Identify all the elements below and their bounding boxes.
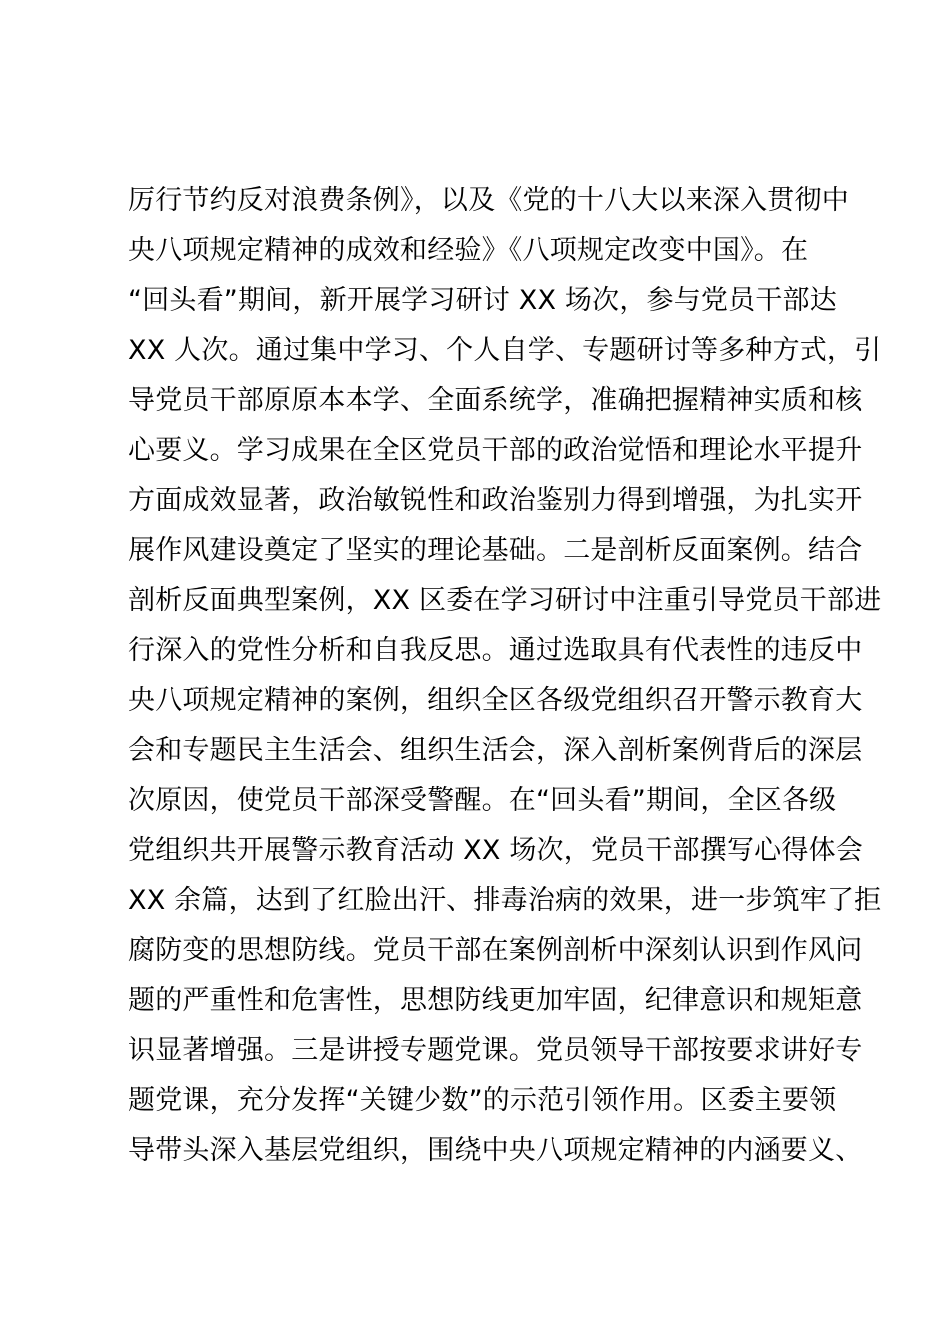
text-line-20: 导带头深入基层党组织，围绕中央八项规定精神的内涵要义、 — [128, 1135, 863, 1166]
text-line-6: 心要义。学习成果在全区党员干部的政治觉悟和理论水平提升 — [128, 435, 863, 466]
text-line-8: 展作风建设奠定了坚实的理论基础。二是剖析反面案例。结合 — [128, 535, 863, 566]
text-line-16: 腐防变的思想防线。党员干部在案例剖析中深刻认识到作风问 — [128, 935, 863, 966]
body-text — [128, 176, 882, 1176]
text-line-10: 行深入的党性分析和自我反思。通过选取具有代表性的违反中 — [128, 635, 863, 666]
text-line-11: 央八项规定精神的案例，组织全区各级党组织召开警示教育大 — [128, 685, 863, 716]
text-line-9: 剖析反面典型案例，XX 区委在学习研讨中注重引导党员干部进 — [128, 585, 882, 616]
text-line-5: 导党员干部原原本本学、全面系统学，准确把握精神实质和核 — [128, 385, 863, 416]
text-line-12: 会和专题民主生活会、组织生活会，深入剖析案例背后的深层 — [128, 735, 863, 766]
text-line-2: 央八项规定精神的成效和经验》《八项规定改变中国》。在 — [128, 235, 809, 266]
text-line-4: XX 人次。通过集中学习、个人自学、专题研讨等多种方式，引 — [128, 335, 882, 366]
text-line-15: XX 余篇，达到了红脸出汗、排毒治病的效果，进一步筑牢了拒 — [128, 885, 882, 916]
text-line-17: 题的严重性和危害性，思想防线更加牢固，纪律意识和规矩意 — [128, 985, 863, 1016]
text-line-18: 识显著增强。三是讲授专题党课。党员领导干部按要求讲好专 — [128, 1035, 863, 1066]
text-line-13: 次原因，使党员干部深受警醒。在“回头看”期间，全区各级 — [128, 785, 837, 816]
text-line-1: 厉行节约反对浪费条例》，以及《党的十八大以来深入贯彻中 — [128, 185, 849, 216]
text-line-19: 题党课，充分发挥“关键少数”的示范引领作用。区委主要领 — [128, 1085, 837, 1116]
text-line-3: “回头看”期间，新开展学习研讨 XX 场次，参与党员干部达 — [128, 285, 837, 316]
text-line-7: 方面成效显著，政治敏锐性和政治鉴别力得到增强，为扎实开 — [128, 485, 863, 516]
text-line-14: 党组织共开展警示教育活动 XX 场次，党员干部撰写心得体会 — [128, 835, 863, 866]
